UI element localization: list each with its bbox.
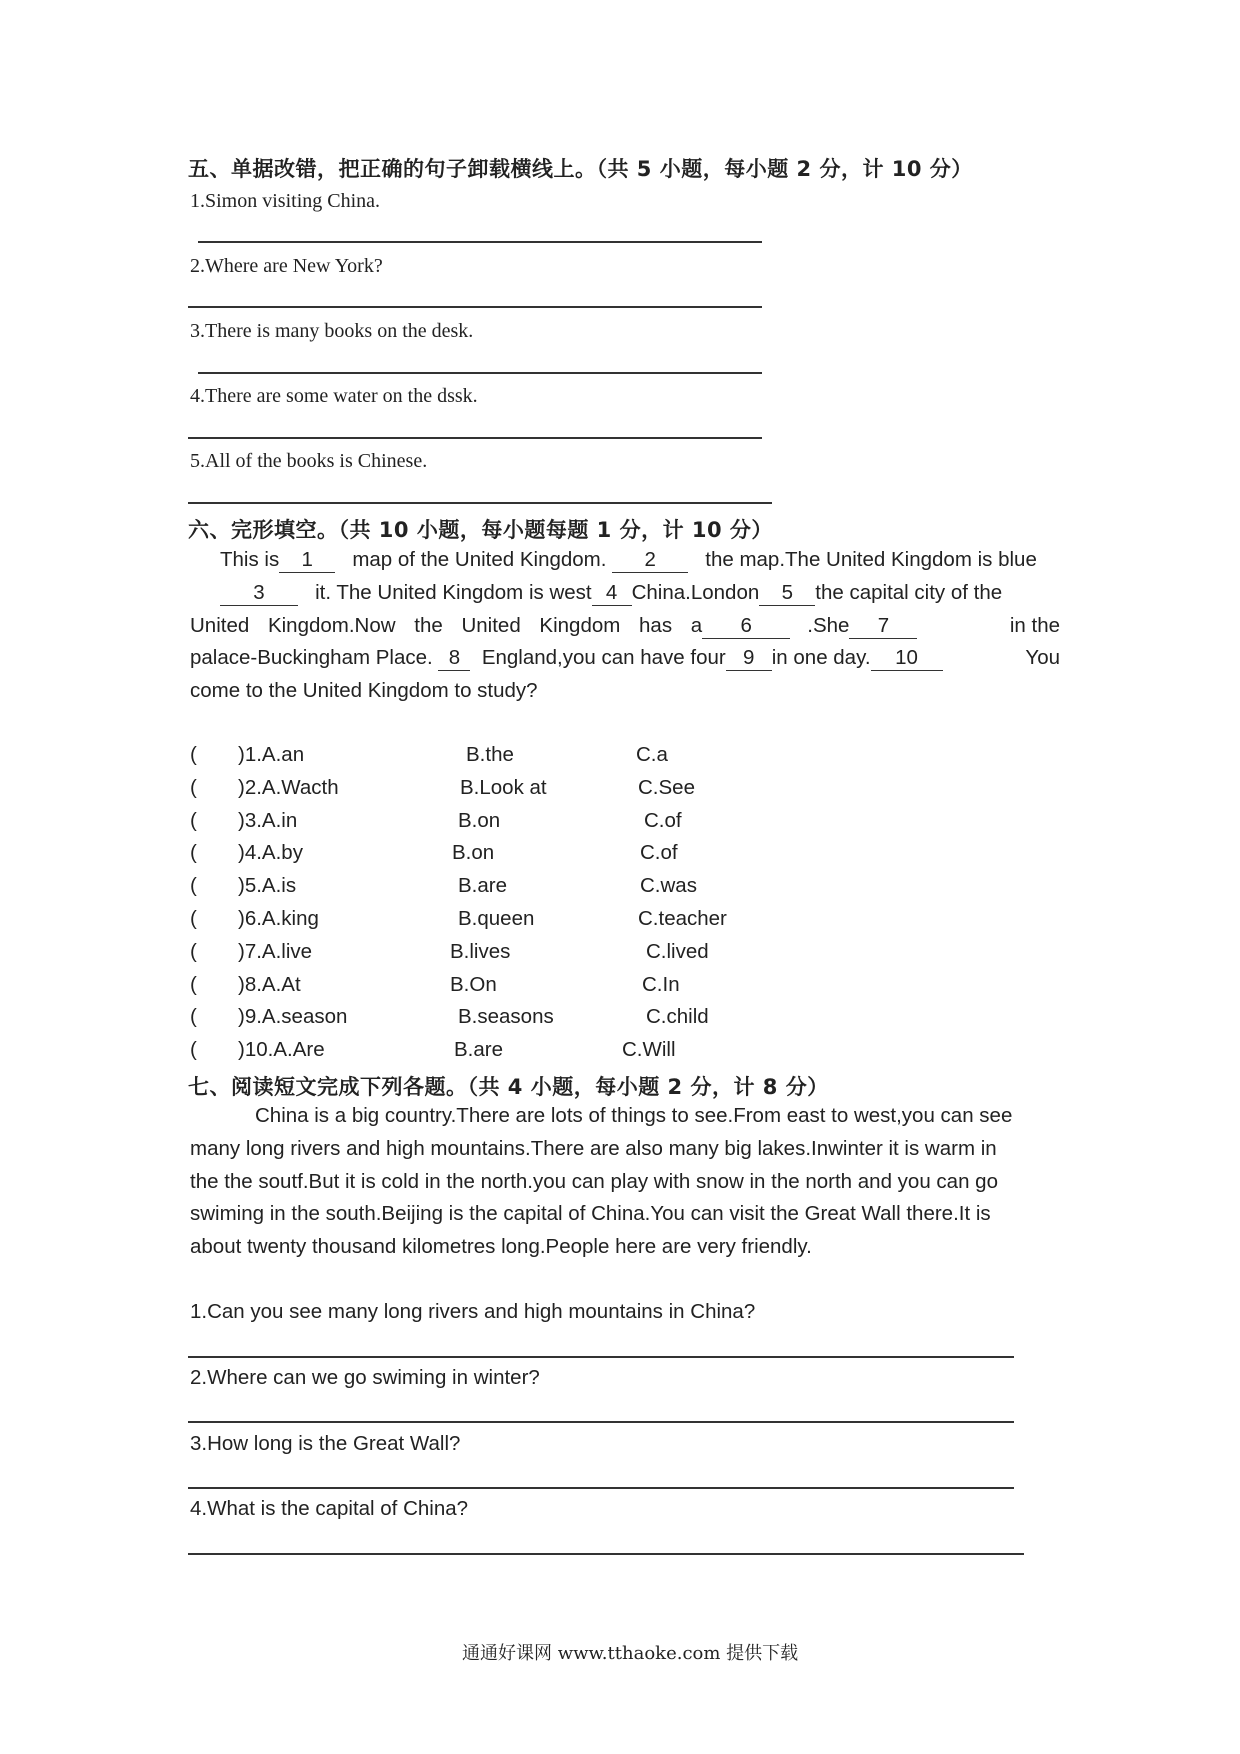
- reading-line-2: many long rivers and high mountains.There are also many big lakes.Inwinter it is warm in: [190, 1137, 997, 1160]
- cloze-line-2: [220, 580, 1002, 606]
- choice-a: )9.A.season: [238, 1005, 348, 1029]
- choice-c: C.child: [646, 1005, 709, 1029]
- cloze-blank-8[interactable]: 8: [438, 646, 470, 671]
- choice-b: B.are: [458, 874, 507, 898]
- reading-question-1: 1.Can you see many long rivers and high mountains in China?: [190, 1300, 756, 1323]
- reading-line-4: swiming in the south.Beijing is the capital of China.You can visit the Great Wall there.It is: [190, 1202, 991, 1225]
- cloze-text: China.London: [631, 581, 760, 604]
- choice-c: C.of: [640, 841, 678, 865]
- cloze-text: in one day.: [771, 646, 871, 669]
- cloze-text: the map.The United Kingdom is blue: [705, 548, 1037, 571]
- choice-c: C.lived: [646, 939, 709, 963]
- cloze-line-3: [190, 613, 1060, 639]
- choice-row: [0, 743, 1240, 776]
- choice-a: )4.A.by: [238, 841, 303, 865]
- section5-item-3: 3.There is many books on the desk.: [190, 320, 474, 342]
- choice-row: [0, 973, 1240, 1006]
- reading-question-2: 2.Where can we go swiming in winter?: [190, 1366, 540, 1389]
- cloze-line-4: [190, 645, 1060, 671]
- reading-line-3: the the soutf.But it is cold in the north.you can play with snow in the north and you can go: [190, 1170, 998, 1193]
- choice-a: )6.A.king: [238, 907, 319, 930]
- choice-c: C.teacher: [638, 907, 727, 930]
- cloze-blank-7[interactable]: 7: [849, 614, 917, 639]
- section5-item-5: 5.All of the books is Chinese.: [190, 450, 428, 472]
- answer-paren[interactable]: (: [190, 907, 197, 930]
- choice-b: B.on: [452, 841, 495, 865]
- section5-item-1: 1.Simon visiting China.: [190, 190, 381, 212]
- answer-line-7-1[interactable]: [188, 1356, 1014, 1358]
- choice-c: C.In: [642, 972, 680, 996]
- footer-credit: 通通好课网 www.tthaoke.com 提供下载: [462, 1643, 799, 1664]
- reading-line-5: about twenty thousand kilometres long.People here are very friendly.: [190, 1235, 812, 1258]
- choice-b: B.seasons: [458, 1005, 554, 1029]
- choice-c: C.Will: [622, 1038, 676, 1062]
- choice-b: B.queen: [458, 907, 535, 930]
- answer-paren[interactable]: (: [190, 874, 197, 898]
- answer-paren[interactable]: (: [190, 808, 197, 832]
- cloze-text: the capital city of the: [815, 581, 1003, 604]
- answer-paren[interactable]: (: [190, 775, 197, 799]
- choice-b: B.On: [450, 972, 497, 996]
- choice-row: [0, 907, 1240, 940]
- answer-line-5-2[interactable]: [188, 306, 762, 308]
- cloze-blank-2[interactable]: 2: [612, 548, 688, 573]
- section7-heading: 七、阅读短文完成下列各题。（共 4 小题，每小题 2 分，计 8 分）: [188, 1075, 829, 1099]
- choice-row: [0, 809, 1240, 842]
- answer-line-5-4[interactable]: [188, 437, 762, 439]
- choice-a: )1.A.an: [238, 743, 305, 766]
- choice-a: )3.A.in: [238, 808, 298, 832]
- choice-c: C.a: [636, 743, 668, 766]
- choice-c: C.See: [638, 775, 695, 799]
- answer-paren[interactable]: (: [190, 939, 197, 963]
- cloze-blank-4[interactable]: 4: [592, 581, 632, 606]
- cloze-text: in the: [1009, 614, 1060, 637]
- choice-b: B.the: [466, 743, 514, 766]
- answer-line-7-2[interactable]: [188, 1421, 1014, 1423]
- cloze-line-1: [220, 547, 1037, 573]
- answer-paren[interactable]: (: [190, 972, 197, 996]
- section5-heading: 五、单据改错，把正确的句子卸载横线上。（共 5 小题，每小题 2 分，计 10 分）: [188, 157, 973, 181]
- cloze-text: England,you can have four: [481, 646, 726, 669]
- answer-line-5-3[interactable]: [198, 372, 762, 374]
- cloze-text: This is: [220, 548, 280, 571]
- choice-row: [0, 1005, 1240, 1038]
- section5-item-4: 4.There are some water on the dssk.: [190, 385, 478, 407]
- answer-paren[interactable]: (: [190, 841, 197, 865]
- choice-b: B.Look at: [460, 775, 547, 799]
- choice-b: B.lives: [450, 939, 511, 963]
- answer-line-5-1[interactable]: [198, 241, 762, 243]
- section5-item-2: 2.Where are New York?: [190, 255, 383, 277]
- cloze-blank-6[interactable]: 6: [702, 614, 790, 639]
- cloze-text: it. The United Kingdom is west: [315, 581, 592, 604]
- choice-a: )7.A.live: [238, 939, 313, 963]
- answer-line-7-3[interactable]: [188, 1487, 1014, 1489]
- cloze-blank-1[interactable]: 1: [279, 548, 335, 573]
- choice-row: [0, 874, 1240, 907]
- cloze-blank-10[interactable]: 10: [871, 646, 943, 671]
- reading-line-1: China is a big country.There are lots of things to see.From east to west,you can see: [255, 1104, 1013, 1127]
- cloze-line-5: come to the United Kingdom to study?: [190, 679, 538, 702]
- answer-paren[interactable]: (: [190, 1038, 197, 1062]
- answer-paren[interactable]: (: [190, 743, 197, 766]
- choice-a: )2.A.Wacth: [238, 775, 339, 799]
- cloze-blank-9[interactable]: 9: [726, 646, 772, 671]
- cloze-text: .She: [807, 614, 850, 637]
- choice-row: [0, 1038, 1240, 1071]
- choice-b: B.on: [458, 808, 501, 832]
- cloze-text: map of the United Kingdom.: [352, 548, 607, 571]
- cloze-blank-3[interactable]: 3: [220, 581, 298, 606]
- choice-row: [0, 776, 1240, 809]
- cloze-blank-5[interactable]: 5: [759, 581, 815, 606]
- section6-heading: 六、完形填空。（共 10 小题，每小题每题 1 分，计 10 分）: [188, 518, 773, 542]
- choice-c: C.of: [644, 808, 682, 832]
- cloze-text: You: [1025, 646, 1060, 669]
- answer-line-5-5[interactable]: [188, 502, 772, 504]
- choice-c: C.was: [640, 874, 697, 898]
- cloze-text: palace-Buckingham Place.: [190, 646, 433, 669]
- choice-a: )5.A.is: [238, 874, 297, 898]
- choice-row: [0, 940, 1240, 973]
- choice-row: [0, 841, 1240, 874]
- answer-line-7-4[interactable]: [188, 1553, 1024, 1555]
- cloze-text: United Kingdom.Now the United Kingdom has a: [190, 614, 703, 637]
- reading-question-3: 3.How long is the Great Wall?: [190, 1432, 461, 1455]
- choice-a: )10.A.Are: [238, 1038, 325, 1062]
- reading-question-4: 4.What is the capital of China?: [190, 1497, 469, 1520]
- choice-b: B.are: [454, 1038, 503, 1062]
- answer-paren[interactable]: (: [190, 1005, 197, 1029]
- choice-a: )8.A.At: [238, 972, 301, 996]
